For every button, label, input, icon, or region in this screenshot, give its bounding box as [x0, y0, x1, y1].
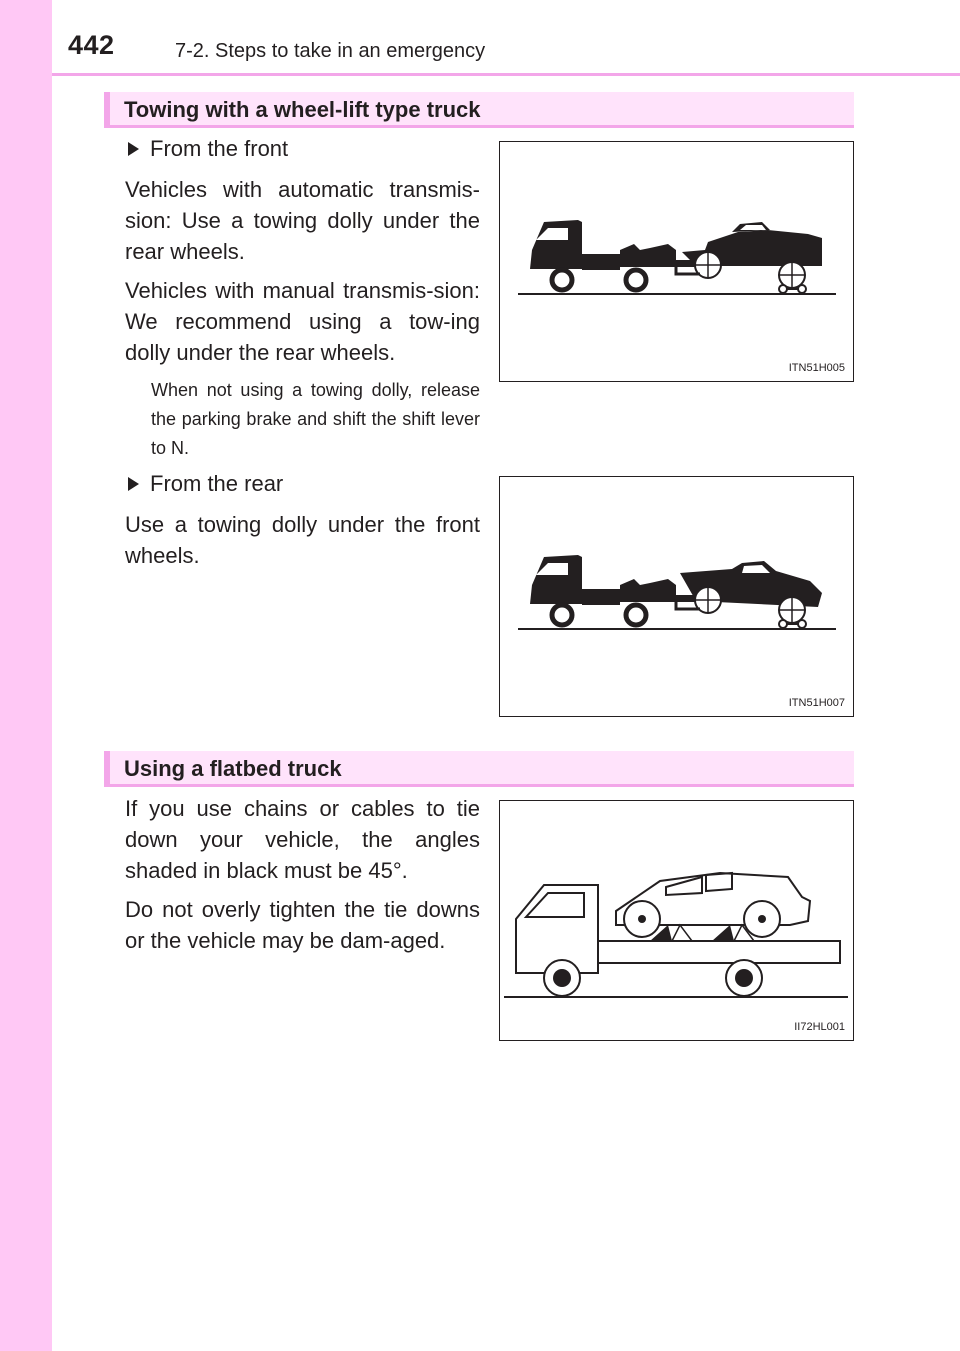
page-number: 442	[68, 30, 115, 60]
tow-truck-rear-illustration	[500, 477, 855, 718]
figure-id: II72HL001	[794, 1021, 845, 1033]
side-color-strip	[0, 0, 52, 1351]
triangle-bullet-icon	[128, 142, 139, 156]
figure-front-towing	[499, 141, 854, 382]
rear-towing-text	[125, 469, 480, 579]
bullet-item	[125, 134, 480, 164]
flatbed-truck-illustration	[500, 801, 855, 1042]
section-heading-wheel-lift	[104, 92, 854, 128]
section-heading-flatbed	[104, 751, 854, 787]
figure-flatbed	[499, 800, 854, 1041]
triangle-bullet-icon	[128, 477, 139, 491]
bullet-label: From the front	[150, 136, 289, 161]
bullet-label: From the rear	[150, 471, 284, 496]
figure-rear-towing	[499, 476, 854, 717]
figure-id: ITN51H005	[788, 362, 845, 374]
section-title: Using a flatbed truck	[124, 756, 342, 781]
paragraph: Do not overly tighten the tie downs or the vehicle may be dam-aged.	[125, 897, 480, 953]
paragraph: If you use chains or cables to tie down your vehicle, the angles shaded in black must be 45°.	[125, 796, 480, 883]
paragraph: Use a towing dolly under the front wheels.	[125, 512, 480, 568]
section-title: Towing with a wheel-lift type truck	[124, 97, 481, 122]
bullet-item	[125, 469, 480, 499]
tow-truck-front-illustration	[500, 142, 855, 383]
paragraph: Vehicles with manual transmis-sion: We recommend using a tow-ing dolly under the rear wheels.	[125, 278, 480, 365]
paragraph: Vehicles with automatic transmis-sion: Use a towing dolly under the rear wheels.	[125, 177, 480, 264]
note-text: When not using a towing dolly, release the parking brake and shift the shift lever to N.	[151, 380, 480, 458]
section-reference: 7-2. Steps to take in an emergency	[175, 40, 486, 62]
front-towing-text	[125, 134, 480, 463]
header-rule	[52, 73, 960, 76]
page-header	[52, 0, 960, 74]
figure-id: ITN51H007	[788, 697, 845, 709]
flatbed-text	[125, 793, 480, 964]
